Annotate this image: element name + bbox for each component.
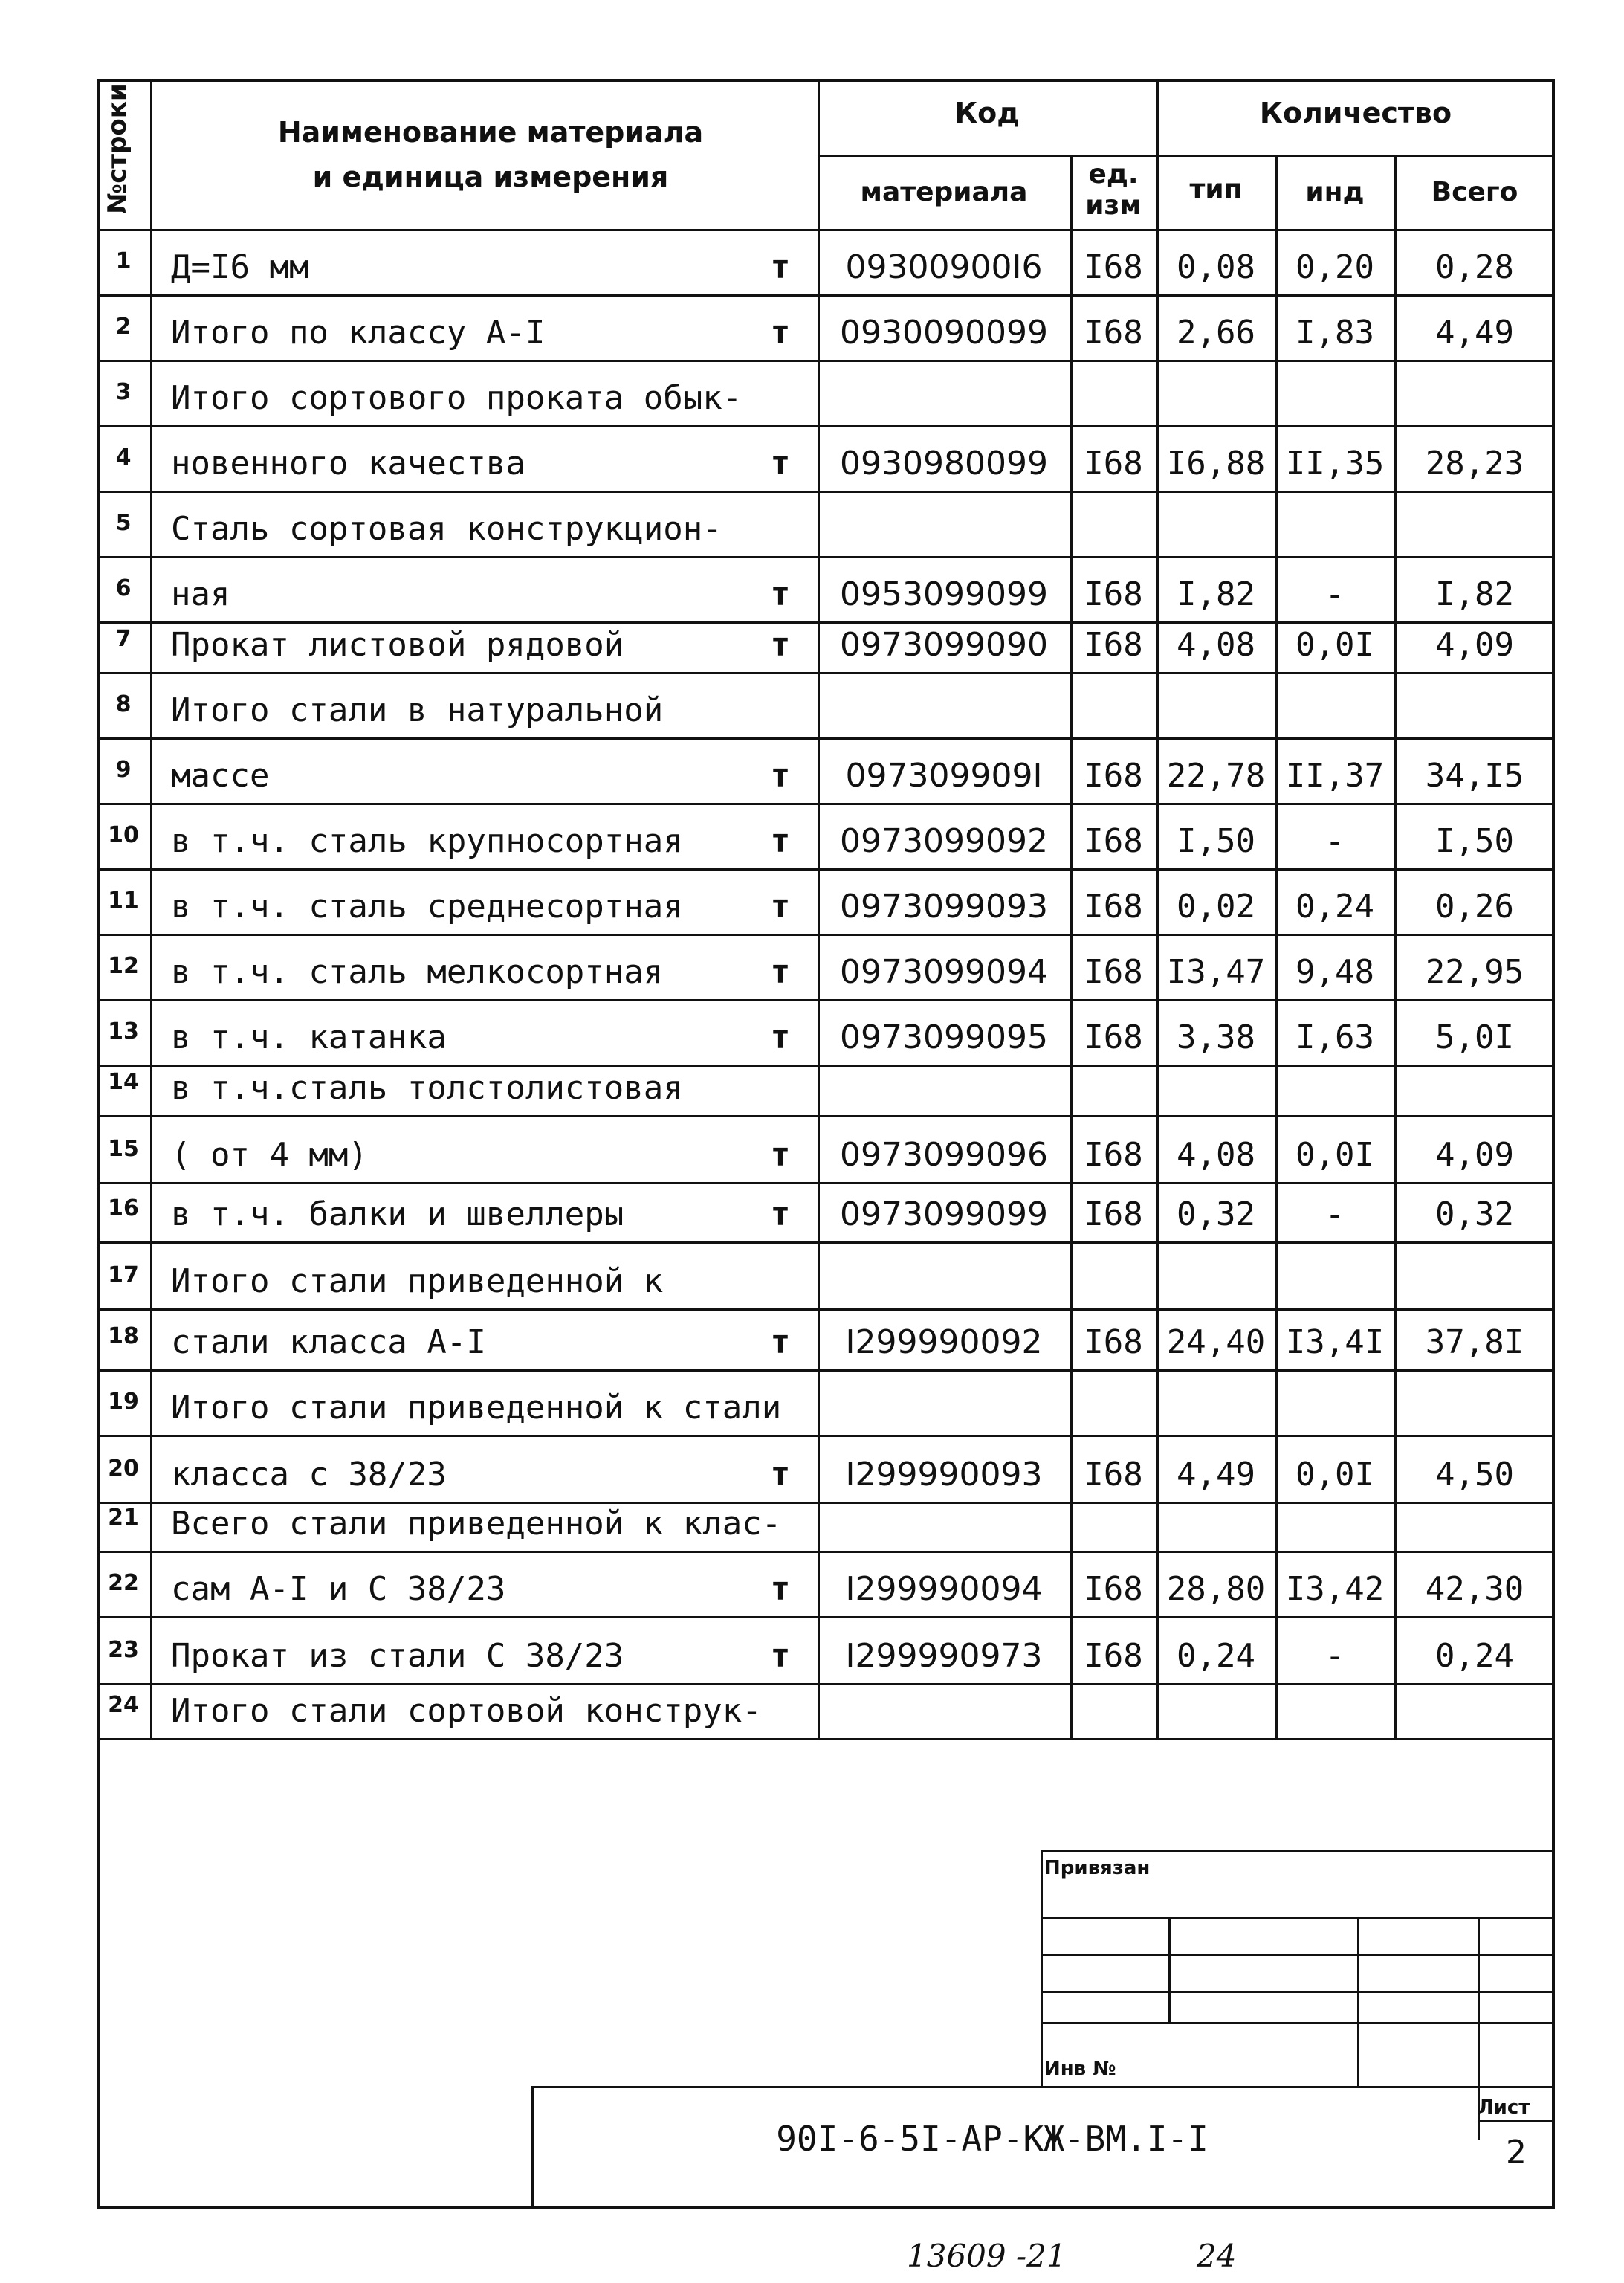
row-unit-code: I68 (1084, 445, 1143, 482)
row-qty-total: 37,8I (1425, 1323, 1524, 1361)
row-qty-total: 0,32 (1435, 1195, 1514, 1233)
code-unit-header-line1: ед. (1088, 159, 1139, 190)
sheet-label: Лист (1478, 2096, 1530, 2119)
row-divider (97, 672, 1555, 674)
row-unit-code: I68 (1084, 1195, 1143, 1233)
row-number: 22 (108, 1570, 139, 1596)
row-unit-code: I68 (1084, 1637, 1143, 1675)
row-unit-code: I68 (1084, 248, 1143, 286)
row-number: 20 (108, 1456, 139, 1482)
column-line-qty-ind (1275, 155, 1278, 1738)
stamp-line (1357, 1917, 1359, 2086)
row-qty-type: I6,88 (1166, 445, 1266, 482)
row-divider (97, 868, 1555, 871)
row-code: I299990094 (845, 1570, 1043, 1608)
row-divider (97, 803, 1555, 805)
row-code: 0973099096 (840, 1136, 1048, 1174)
row-qty-total: 0,26 (1435, 888, 1514, 926)
row-qty-type: 0,08 (1177, 248, 1255, 286)
name-header-line2: и единица измерения (312, 161, 669, 193)
row-qty-ind: 0,24 (1295, 888, 1374, 926)
row-qty-type: 0,02 (1177, 888, 1255, 926)
row-divider (97, 556, 1555, 558)
row-name: Итого стали приведенной к стали (171, 1389, 782, 1427)
row-name: Итого сортового проката обык- (171, 379, 743, 417)
row-unit: т (770, 1570, 791, 1608)
row-divider (97, 737, 1555, 740)
row-qty-ind: II,37 (1285, 757, 1385, 795)
row-name: Сталь сортовая конструкцион- (171, 510, 722, 548)
sheet-number: 2 (1506, 2134, 1527, 2171)
row-qty-type: 3,38 (1177, 1018, 1255, 1056)
header-bottom-line (97, 229, 1555, 231)
row-name: Итого стали сортовой конструк- (171, 1692, 762, 1730)
handwritten-number: 13609 -21 (907, 2238, 1067, 2274)
column-line-qty-total (1394, 155, 1397, 1738)
row-qty-total: 42,30 (1425, 1570, 1524, 1608)
row-qty-total: 34,I5 (1425, 757, 1524, 795)
row-name: ( от 4 мм) (171, 1136, 368, 1174)
row-name: Д=I6 мм (171, 248, 309, 286)
row-qty-type: I3,47 (1166, 953, 1266, 991)
row-unit-code: I68 (1084, 575, 1143, 613)
row-qty-ind: I3,42 (1285, 1570, 1385, 1608)
row-qty-total: I,82 (1435, 575, 1514, 613)
qty-ind-header: инд (1305, 177, 1365, 207)
row-code: 0973099094 (840, 953, 1048, 991)
row-name: в т.ч. сталь крупносортная (171, 822, 683, 860)
row-number: 4 (115, 445, 132, 471)
row-number: 19 (108, 1389, 139, 1415)
row-name: массе (171, 757, 270, 795)
row-number: 15 (108, 1136, 139, 1162)
row-divider (97, 425, 1555, 427)
row-number: 23 (108, 1637, 139, 1663)
row-qty-ind: II,35 (1285, 445, 1385, 482)
row-qty-type: 22,78 (1166, 757, 1266, 795)
row-divider (97, 1065, 1555, 1067)
row-qty-total: I,50 (1435, 822, 1514, 860)
quantity-group-header: Количество (1259, 97, 1452, 129)
row-number: 5 (115, 510, 132, 536)
row-number: 17 (108, 1262, 139, 1288)
row-qty-ind: I,63 (1295, 1018, 1374, 1056)
row-unit: т (770, 445, 791, 482)
code-material-header: материала (860, 177, 1028, 207)
row-code: 0930980099 (840, 445, 1048, 482)
row-divider (97, 294, 1555, 297)
inventory-number-label: Инв № (1044, 2058, 1116, 2080)
row-code: 0973099095 (840, 1018, 1048, 1056)
row-qty-type: 28,80 (1166, 1570, 1266, 1608)
row-qty-ind: 0,20 (1295, 248, 1374, 286)
row-code: I299990093 (845, 1456, 1043, 1494)
row-number: 13 (108, 1018, 139, 1044)
row-name: Итого стали в натуральной (171, 691, 664, 729)
row-divider (97, 1683, 1555, 1685)
row-qty-type: 4,08 (1177, 626, 1255, 664)
row-number: 10 (108, 822, 139, 848)
row-name: новенного качества (171, 445, 525, 482)
row-unit-code: I68 (1084, 822, 1143, 860)
row-divider (97, 1241, 1555, 1244)
row-qty-ind: - (1324, 1195, 1345, 1233)
row-unit: т (770, 314, 791, 352)
row-number: 7 (115, 626, 132, 652)
row-qty-total: 4,50 (1435, 1456, 1514, 1494)
qty-total-header: Всего (1431, 177, 1518, 207)
row-unit-code: I68 (1084, 314, 1143, 352)
header-divider (818, 155, 1555, 157)
qty-type-header: тип (1189, 174, 1243, 204)
row-divider (97, 1435, 1555, 1437)
row-unit-code: I68 (1084, 888, 1143, 926)
name-header-line1: Наименование материала (277, 116, 704, 149)
row-qty-total: 0,28 (1435, 248, 1514, 286)
row-divider (97, 621, 1555, 624)
row-name: в т.ч. сталь среднесортная (171, 888, 683, 926)
row-unit-code: I68 (1084, 757, 1143, 795)
row-unit: т (770, 1637, 791, 1675)
stamp-line (1041, 1850, 1555, 1852)
row-divider (97, 1182, 1555, 1184)
row-divider (97, 999, 1555, 1001)
row-qty-ind: 0,0I (1295, 1456, 1374, 1494)
row-number: 24 (108, 1692, 139, 1718)
row-unit-code: I68 (1084, 1570, 1143, 1608)
row-unit: т (770, 575, 791, 613)
row-name: класса с 38/23 (171, 1456, 447, 1494)
row-divider (97, 360, 1555, 362)
row-name: Итого по классу А-I (171, 314, 546, 352)
row-unit: т (770, 248, 791, 286)
row-unit: т (770, 757, 791, 795)
row-qty-ind: 9,48 (1295, 953, 1374, 991)
row-number: 2 (115, 314, 132, 340)
stamp-line (1478, 2120, 1555, 2122)
row-number: 1 (115, 248, 132, 274)
row-qty-total: 28,23 (1425, 445, 1524, 482)
row-qty-ind: - (1324, 822, 1345, 860)
row-code: 0953099099 (840, 575, 1048, 613)
row-divider (97, 1551, 1555, 1553)
row-qty-total: 4,49 (1435, 314, 1514, 352)
row-qty-ind: 0,0I (1295, 626, 1374, 664)
row-number: 11 (108, 888, 139, 914)
row-name: в т.ч.сталь толстолистовая (171, 1069, 683, 1107)
row-name: стали класса А-I (171, 1323, 486, 1361)
document-number: 90I-6-5I-АР-КЖ-ВМ.I-I (776, 2119, 1209, 2159)
row-qty-type: I,82 (1177, 575, 1255, 613)
stamp-line (531, 2086, 1555, 2088)
row-qty-total: 0,24 (1435, 1637, 1514, 1675)
handwritten-page: 24 (1197, 2238, 1237, 2274)
row-code: I299990973 (845, 1637, 1043, 1675)
row-divider (97, 1616, 1555, 1618)
row-name: в т.ч. катанка (171, 1018, 447, 1056)
row-qty-type: 0,32 (1177, 1195, 1255, 1233)
row-unit: т (770, 888, 791, 926)
row-qty-type: 4,49 (1177, 1456, 1255, 1494)
row-name: сам А-I и С 38/23 (171, 1570, 506, 1608)
row-unit-code: I68 (1084, 626, 1143, 664)
row-number: 21 (108, 1505, 139, 1531)
row-code: 0973099093 (840, 888, 1048, 926)
privyazan-label: Привязан (1044, 1857, 1151, 1879)
row-qty-total: 5,0I (1435, 1018, 1514, 1056)
row-name: Всего стали приведенной к клас- (171, 1505, 782, 1543)
row-number-header: №строки (103, 83, 132, 214)
column-line-unit-code (1070, 155, 1073, 1738)
row-name: Итого стали приведенной к (171, 1262, 664, 1300)
row-unit-code: I68 (1084, 1456, 1143, 1494)
row-qty-type: I,50 (1177, 822, 1255, 860)
row-code: 0973099090 (840, 626, 1048, 664)
row-qty-type: 24,40 (1166, 1323, 1266, 1361)
row-unit: т (770, 1456, 791, 1494)
row-number: 12 (108, 953, 139, 979)
row-code: 09300900I6 (845, 248, 1043, 286)
row-unit: т (770, 1195, 791, 1233)
row-divider (97, 491, 1555, 493)
code-group-header: Код (954, 97, 1020, 129)
row-divider (97, 1308, 1555, 1311)
row-unit: т (770, 626, 791, 664)
row-code: 097309909I (845, 757, 1043, 795)
row-qty-total: 4,09 (1435, 1136, 1514, 1174)
code-unit-header-line2: изм (1085, 190, 1142, 221)
row-number: 8 (115, 691, 132, 717)
row-unit-code: I68 (1084, 1136, 1143, 1174)
row-divider (97, 1369, 1555, 1372)
row-name: в т.ч. балки и швеллеры (171, 1195, 624, 1233)
row-divider (97, 934, 1555, 936)
row-unit: т (770, 1136, 791, 1174)
row-number: 9 (115, 757, 132, 783)
row-qty-ind: - (1324, 1637, 1345, 1675)
row-qty-ind: - (1324, 575, 1345, 613)
row-qty-total: 22,95 (1425, 953, 1524, 991)
row-qty-type: 2,66 (1177, 314, 1255, 352)
row-name: в т.ч. сталь мелкосортная (171, 953, 664, 991)
row-unit: т (770, 1018, 791, 1056)
column-line-row-number (150, 79, 152, 1738)
row-name: Прокат из стали С 38/23 (171, 1637, 624, 1675)
row-unit-code: I68 (1084, 953, 1143, 991)
row-unit: т (770, 1323, 791, 1361)
row-divider (97, 1738, 1555, 1740)
row-number: 16 (108, 1195, 139, 1221)
row-number: 6 (115, 575, 132, 601)
row-code: I299990092 (845, 1323, 1043, 1361)
row-name: Прокат листовой рядовой (171, 626, 624, 664)
row-divider (97, 1115, 1555, 1117)
row-code: 0930090099 (840, 314, 1048, 352)
row-number: 18 (108, 1323, 139, 1349)
row-name: ная (171, 575, 230, 613)
row-qty-ind: I3,4I (1285, 1323, 1385, 1361)
row-number: 3 (115, 379, 132, 405)
row-code: 0973099099 (840, 1195, 1048, 1233)
row-qty-type: 4,08 (1177, 1136, 1255, 1174)
row-divider (97, 1502, 1555, 1504)
row-unit: т (770, 822, 791, 860)
row-code: 0973099092 (840, 822, 1048, 860)
row-qty-ind: I,83 (1295, 314, 1374, 352)
row-unit: т (770, 953, 791, 991)
row-unit-code: I68 (1084, 1018, 1143, 1056)
stamp-line (1041, 1850, 1043, 2086)
row-number: 14 (108, 1069, 139, 1095)
row-qty-ind: 0,0I (1295, 1136, 1374, 1174)
stamp-line (1168, 1917, 1171, 2022)
row-unit-code: I68 (1084, 1323, 1143, 1361)
row-qty-type: 0,24 (1177, 1637, 1255, 1675)
row-qty-total: 4,09 (1435, 626, 1514, 664)
